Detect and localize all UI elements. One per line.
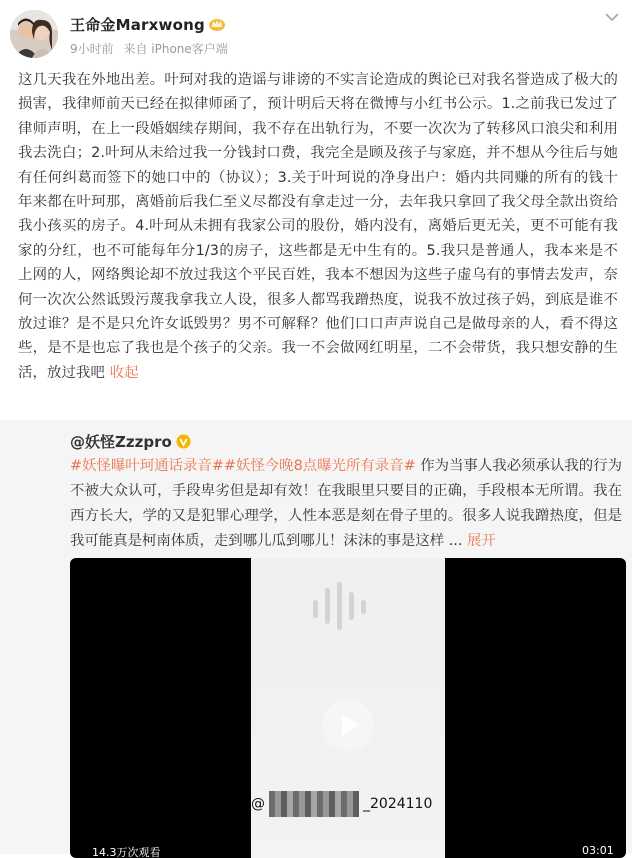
repost-author[interactable]: @妖怪Zzzpro xyxy=(70,432,172,451)
post-source: 来自 iPhone客户端 xyxy=(123,42,228,56)
hashtag-link[interactable]: #妖怪曝叶珂通话录音# xyxy=(70,458,224,474)
crown-badge-icon xyxy=(209,17,225,31)
post-time: 9小时前 xyxy=(70,42,114,56)
repost-body xyxy=(70,454,622,554)
audio-waveform-icon xyxy=(303,582,373,630)
filename-prefix: @ xyxy=(251,796,265,812)
video-duration: 03:01 xyxy=(582,844,614,857)
author-name[interactable]: 王命金Marxwong xyxy=(70,15,205,34)
collapse-link[interactable]: 收起 xyxy=(109,364,139,381)
video-frame xyxy=(251,558,445,858)
post-body xyxy=(18,68,618,385)
video-filename xyxy=(251,786,445,822)
repost-card[interactable] xyxy=(0,420,632,858)
video-player[interactable] xyxy=(70,558,626,858)
gold-v-icon xyxy=(176,434,191,449)
post-header xyxy=(0,0,632,62)
expand-link[interactable]: 展开 xyxy=(467,533,496,549)
hashtag-link[interactable]: #妖怪今晚8点曝光所有录音# xyxy=(223,458,416,474)
chevron-down-icon[interactable] xyxy=(602,10,622,24)
filename-suffix: _2024110 xyxy=(363,796,433,812)
blurred-name xyxy=(269,791,359,817)
view-count: 14.3万次观看 xyxy=(92,846,161,858)
play-icon[interactable] xyxy=(321,698,375,752)
avatar[interactable] xyxy=(10,10,58,58)
post-meta xyxy=(70,40,234,57)
post-body-text: 这几天我在外地出差。叶珂对我的造谣与诽谤的不实言论造成的舆论已对我名誉造成了极大的损害，我律师前天已经在拟律师函了，预计明后天将在微博与小红书公示。1.之前我已发过了律师声明，在上一段婚姻续存期间，我不存在出轨行为，不要一次次为了转移风口浪尖和利用我去洗白；2.叶珂从未给过我一分钱封口费，我完全是顾及孩子与家庭，并不想从今往后与她有任何纠葛而签下的她口中的（协议）；3.关于叶珂说的净身出户：婚内共同赚的所有的钱十年来都在叶珂那，离婚前后我仁至义尽都没有拿走过一分，去年我只拿回了我父母全款出资给我小孩买的房子。4.叶珂从未拥有我家公司的股份，婚内没有，离婚后更无关，更不可能有我家的分红，也不可能每年分1/3的房子，这些都是无中生有的。5.我只是普通人，我本来是不上网的人，网络舆论却不放过我这个平民百姓，我本不想因为这些子虚乌有的事情去发声，奈何一次次公然诋毁污蔑我拿我立人设，很多人都骂我蹭热度，说我不放过孩子妈，到底是谁不放过谁？是不是只允许女诋毁男？男不可解释？他们口口声声说自己是做母亲的人，看不得这些，是不是也忘了我也是个孩子的父亲。我一不会做网红明星，二不会带货，我只想安静的生活，放过我吧 xyxy=(18,72,618,381)
repost-body-text: 作为当事人我必须承认我的行为不被大众认可，手段卑劣但是却有效！在我眼里只要目的正确，手段根本无所谓。我在西方长大，学的又是犯罪心理学，人性本恶是刻在骨子里的。很多人说我蹭热度，但是我可能真是柯南体质，走到哪儿瓜到哪儿！沫沫的事是这样 ... xyxy=(70,458,622,549)
